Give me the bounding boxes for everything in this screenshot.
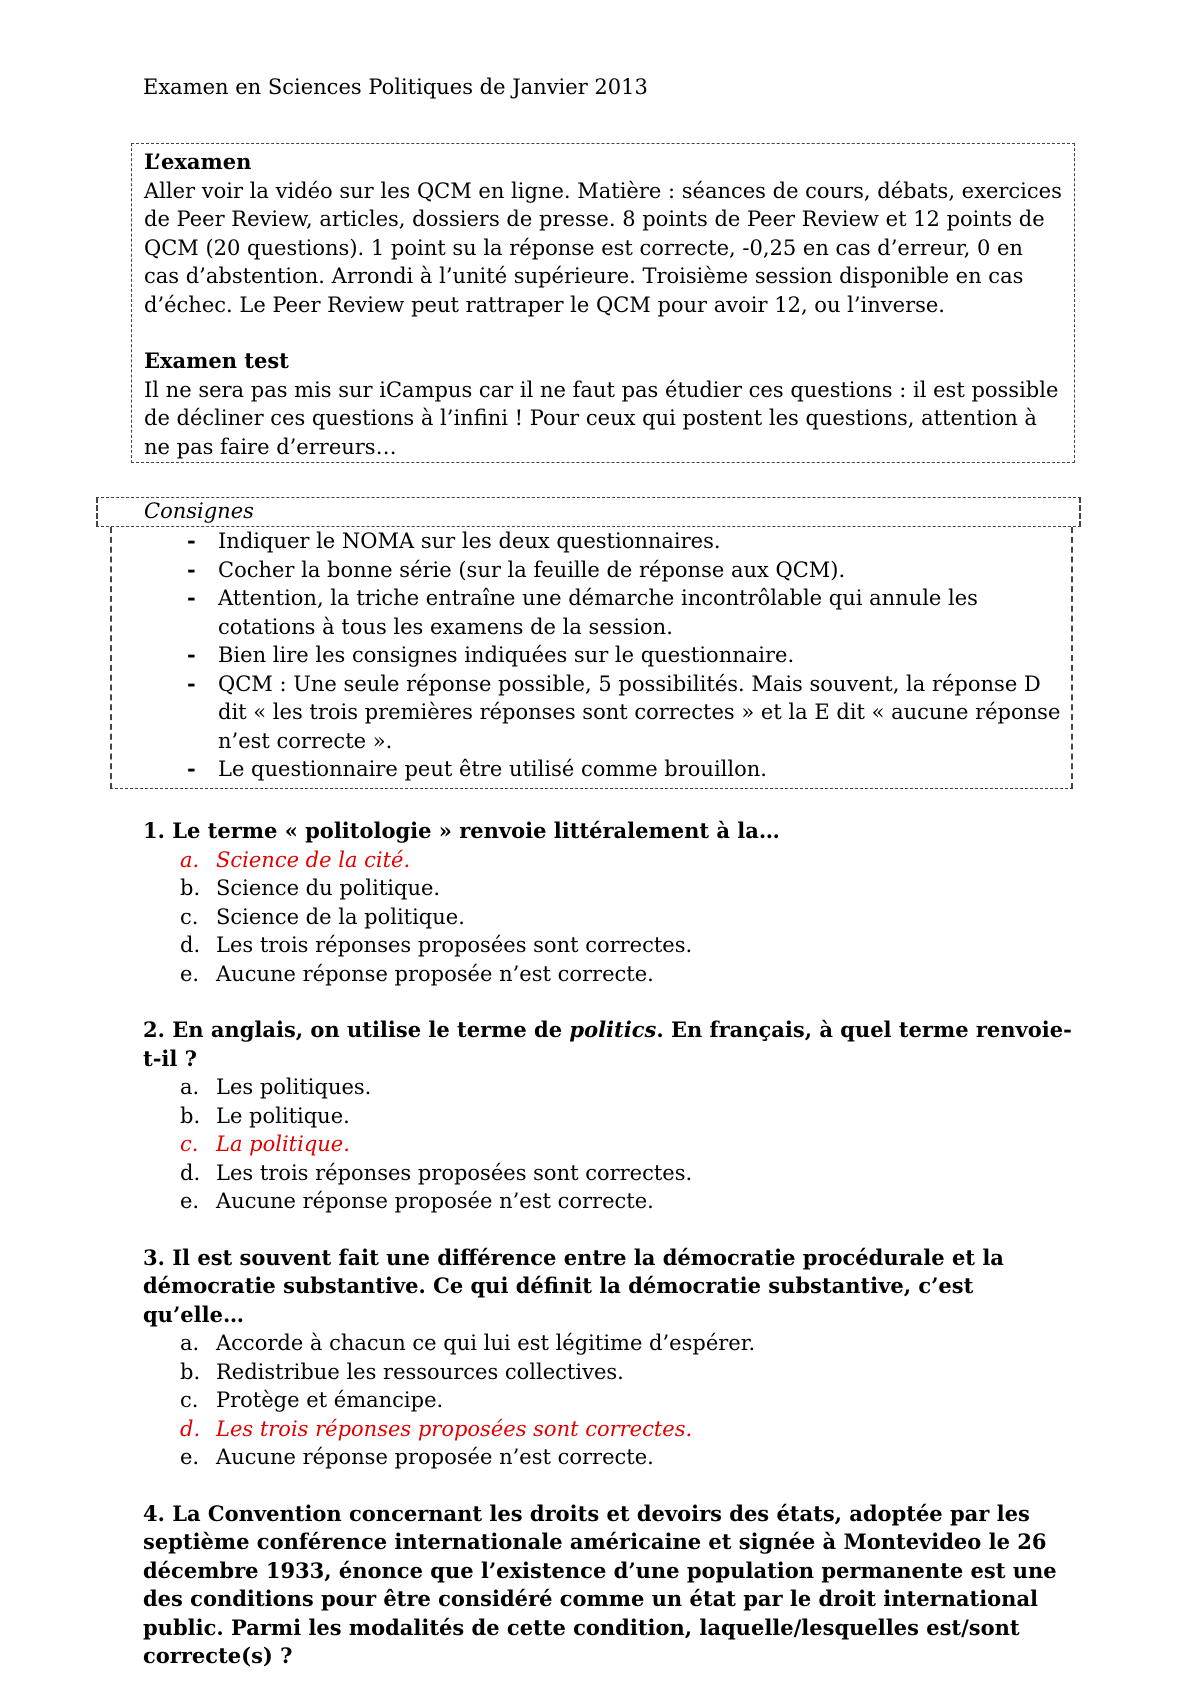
option: d. Les trois réponses proposées sont correctes. [180,933,693,957]
question-stem: 2. En anglais, on utilise le terme de politics. En français, à quel terme renvoie-t-il ? [143,1017,1072,1071]
exam-info-box [131,143,1075,463]
option: e. Aucune réponse proposée n’est correcte. [180,961,654,986]
consignes-list [112,527,1071,784]
option: a. Accorde à chacun ce qui lui est légitime d’espérer. [180,1331,756,1355]
consignes-title: Consignes [144,499,254,523]
option-correct: c. La politique. [180,1132,350,1156]
option-correct: d. Les trois réponses proposées sont correctes. [180,1416,693,1441]
option: c. Science de la politique. [180,904,465,929]
consigne-item: - Indiquer le NOMA sur les deux questionnaires. [187,528,721,553]
option-correct: a. Science de la cité. [180,847,411,872]
document-header: Examen en Sciences Politiques de Janvier 2013 [143,75,648,99]
option: c. Protège et émancipe. [180,1388,444,1412]
question-4 [143,1500,1073,1671]
consigne-item: - Attention, la triche entraîne une démarche incontrôlable qui annule les cotations à tous les examens de la session. [187,585,978,639]
option: a. Les politiques. [180,1075,372,1099]
option: b. Science du politique. [180,876,441,900]
question-stem: 3. Il est souvent fait une différence entre la démocratie procédurale et la démocratie substantive. Ce qui définit la démocratie substantive, c’est qu’elle… [143,1244,1004,1327]
questions-section [143,817,1073,1699]
consigne-item: - Cocher la bonne série (sur la feuille de réponse aux QCM). [187,556,846,582]
consigne-item: - Le questionnaire peut être utilisé comme brouillon. [187,756,767,781]
question-stem: 4. La Convention concernant les droits et devoirs des états, adoptée par les septième conférence internationale américaine et signée à Montevideo le 26 décembre 1933, énonce que l’existence d’une population permanente est une des conditions pour être considéré comme un état par le droit international public. Parmi les modalités de cette condition, laquelle/lesquelles est/sont correcte(s) ? [143,1500,1057,1668]
question-3 [143,1244,1073,1472]
test-section-text: Il ne sera pas mis sur iCampus car il ne faut pas étudier ces questions : il est possible de décliner ces questions à l’infini ! Pour ceux qui postent les questions, attention à ne pas faire d’erreurs… [144,377,1059,459]
option: e. Aucune réponse proposée n’est correcte. [180,1445,654,1469]
option: e. Aucune réponse proposée n’est correcte. [180,1189,654,1213]
consignes-box [110,527,1073,789]
exam-section-title: L’examen [144,149,252,174]
question-1 [143,817,1073,988]
consigne-item: - QCM : Une seule réponse possible, 5 possibilités. Mais souvent, la réponse D dit « les trois premières réponses sont correctes » et la E dit « aucune réponse n’est correcte ». [187,670,1061,753]
question-stem: 1. Le terme « politologie » renvoie littéralement à la… [143,818,780,843]
test-section-title: Examen test [144,348,289,373]
option: b. Redistribue les ressources collectives. [180,1359,624,1384]
consigne-item: - Bien lire les consignes indiquées sur le questionnaire. [187,642,795,667]
consignes-header [96,497,1081,527]
option: b. Le politique. [180,1103,350,1128]
question-2 [143,1016,1073,1216]
option: d. Les trois réponses proposées sont correctes. [180,1160,693,1185]
exam-section-text: Aller voir la vidéo sur les QCM en ligne. Matière : séances de cours, débats, exercices de Peer Review, articles, dossiers de presse. 8 points de Peer Review et 12 points de QCM (20 questions). 1 point su la réponse est correcte, -0,25 en cas d’erreur, 0 en cas d’abstention. Arrondi à l’unité supérieure. Troisième session disponible en cas d’échec. Le Peer Review peut rattraper le QCM pour avoir 12, ou l’inverse. [144,178,1062,317]
